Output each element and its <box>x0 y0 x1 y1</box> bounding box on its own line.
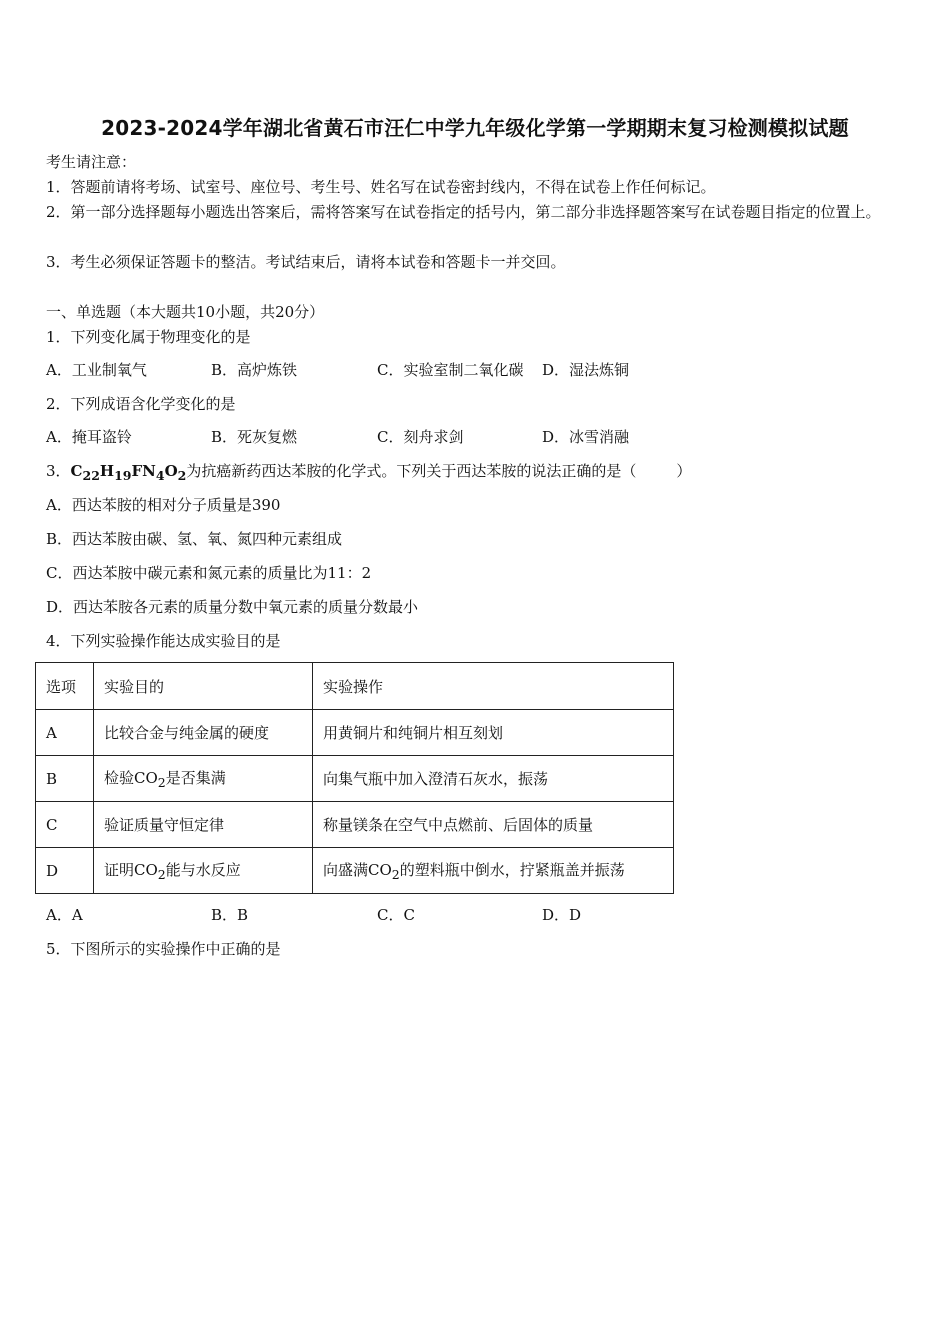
q4-table <box>35 662 674 894</box>
q3-option-c: C．西达苯胺中碳元素和氮元素的质量比为11：2 <box>46 564 372 582</box>
row-b-purpose: 检验$CO_2$是否集满 <box>94 756 313 802</box>
row-a-operation: 用黄铜片和纯铜片相互刻划 <box>313 710 674 756</box>
table-row <box>36 710 674 756</box>
table-row <box>36 756 674 802</box>
notice-item-2: 2．第一部分选择题每小题选出答案后，需将答案写在试卷指定的括号内，第二部分非选择题答案写在试卷题目指定的位置上。 <box>46 203 881 221</box>
q1-option-b: B．高炉炼铁 <box>211 361 298 379</box>
q4-stem: 4．下列实验操作能达成实验目的是 <box>46 632 281 650</box>
notice-heading: 考生请注意： <box>46 153 137 171</box>
row-a-purpose: 比较合金与纯金属的硬度 <box>94 710 313 756</box>
q3-number: 3． <box>46 462 71 480</box>
row-b-operation: 向集气瓶中加入澄清石灰水，振荡 <box>313 756 674 802</box>
table-header-row <box>36 663 674 710</box>
q2-option-d: D．冰雪消融 <box>542 428 630 446</box>
q1-options <box>46 360 746 382</box>
header-option: 选项 <box>36 663 94 710</box>
q4-option-d: D．D <box>542 906 582 924</box>
notice-item-3: 3．考生必须保证答题卡的整洁。考试结束后，请将本试卷和答题卡一并交回。 <box>46 253 566 271</box>
q1-stem: 1．下列变化属于物理变化的是 <box>46 328 251 346</box>
q1-option-a: A．工业制氧气 <box>46 361 147 379</box>
row-b-option: B <box>36 756 94 802</box>
q3-option-d: D．西达苯胺各元素的质量分数中氧元素的质量分数最小 <box>46 598 419 616</box>
row-d-purpose: 证明$CO_2$能与水反应 <box>94 848 313 894</box>
row-d-operation: 向盛满$CO_2$的塑料瓶中倒水，拧紧瓶盖并振荡 <box>313 848 674 894</box>
q2-option-a: A．掩耳盗铃 <box>46 428 132 446</box>
row-c-purpose: 验证质量守恒定律 <box>94 802 313 848</box>
table-row <box>36 802 674 848</box>
section-heading: 一、单选题（本大题共10小题，共20分） <box>46 303 325 321</box>
row-a-option: A <box>36 710 94 756</box>
row-c-operation: 称量镁条在空气中点燃前、后固体的质量 <box>313 802 674 848</box>
header-purpose: 实验目的 <box>94 663 313 710</box>
q3-stem-text: 为抗癌新药西达苯胺的化学式。下列关于西达苯胺的说法正确的是（ <box>186 462 637 480</box>
q3-stem <box>46 461 691 486</box>
q2-options <box>46 427 746 449</box>
q3-option-a: A．西达苯胺的相对分子质量是390 <box>46 496 281 514</box>
q1-option-c: C．实验室制二氧化碳 <box>377 361 524 379</box>
row-d-option: D <box>36 848 94 894</box>
q2-stem: 2．下列成语含化学变化的是 <box>46 395 236 413</box>
exam-title: 2023-2024学年湖北省黄石市汪仁中学九年级化学第一学期期末复习检测模拟试题 <box>101 116 849 140</box>
q4-options <box>46 905 746 927</box>
q3-option-b: B．西达苯胺由碳、氢、氧、氮四种元素组成 <box>46 530 343 548</box>
q4-option-b: B．B <box>211 906 249 924</box>
q4-option-c: C．C <box>377 906 415 924</box>
header-operation: 实验操作 <box>313 663 674 710</box>
q2-option-b: B．死灰复燃 <box>211 428 298 446</box>
q4-option-a: A．A <box>46 906 83 924</box>
row-c-option: C <box>36 802 94 848</box>
q5-stem: 5．下图所示的实验操作中正确的是 <box>46 940 281 958</box>
q1-option-d: D．湿法炼铜 <box>542 361 630 379</box>
table-row <box>36 848 674 894</box>
notice-item-1: 1．答题前请将考场、试室号、座位号、考生号、姓名写在试卷密封线内，不得在试卷上作任何标记。 <box>46 178 716 196</box>
q2-option-c: C．刻舟求剑 <box>377 428 464 446</box>
q3-close-paren: ） <box>676 462 692 480</box>
q3-formula: $C_{22}H_{19}FN_4O_2$ <box>70 462 187 483</box>
